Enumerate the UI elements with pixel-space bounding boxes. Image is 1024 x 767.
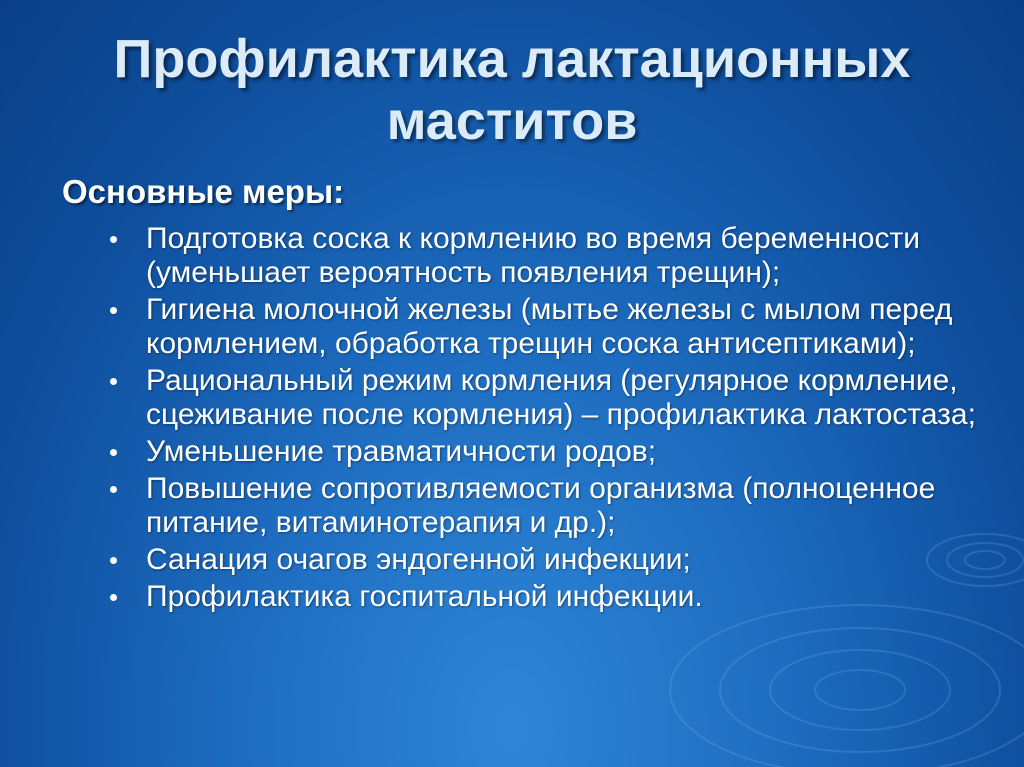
list-item bbox=[110, 222, 990, 290]
measures-list bbox=[110, 222, 990, 617]
list-item-text: Санация очагов эндогенной инфекции; bbox=[146, 543, 691, 576]
list-item bbox=[110, 435, 990, 469]
bullet-dot-icon bbox=[110, 486, 117, 493]
slide-title bbox=[0, 28, 1024, 152]
list-item-text: Профилактика госпитальной инфекции. bbox=[146, 580, 703, 613]
list-item-text: Рациональный режим кормления (регулярное кормление, сцеживание после кормления) – профилактика лактостаза; bbox=[146, 364, 976, 431]
list-item-text: Подготовка соска к кормлению во время беременности (уменьшает вероятность появления трещин); bbox=[146, 222, 920, 289]
list-item-text: Повышение сопротивляемости организма (полноценное питание, витаминотерапия и др.); bbox=[146, 472, 936, 539]
list-item bbox=[110, 472, 990, 540]
list-item-text: Уменьшение травматичности родов; bbox=[146, 435, 657, 468]
list-item bbox=[110, 580, 990, 614]
bullet-dot-icon bbox=[110, 557, 117, 564]
bullet-dot-icon bbox=[110, 236, 117, 243]
bullet-dot-icon bbox=[110, 378, 117, 385]
bullet-dot-icon bbox=[110, 449, 117, 456]
list-item bbox=[110, 364, 990, 432]
list-item-text: Гигиена молочной железы (мытье железы с мылом перед кормлением, обработка трещин соска антисептиками); bbox=[146, 293, 953, 360]
bullet-dot-icon bbox=[110, 594, 117, 601]
title-line-2: маститов bbox=[386, 91, 638, 151]
bullet-dot-icon bbox=[110, 307, 117, 314]
section-heading: Основные меры: bbox=[62, 173, 345, 210]
list-item bbox=[110, 543, 990, 577]
title-line-1: Профилактика лактационных bbox=[113, 29, 911, 89]
list-item bbox=[110, 293, 990, 361]
